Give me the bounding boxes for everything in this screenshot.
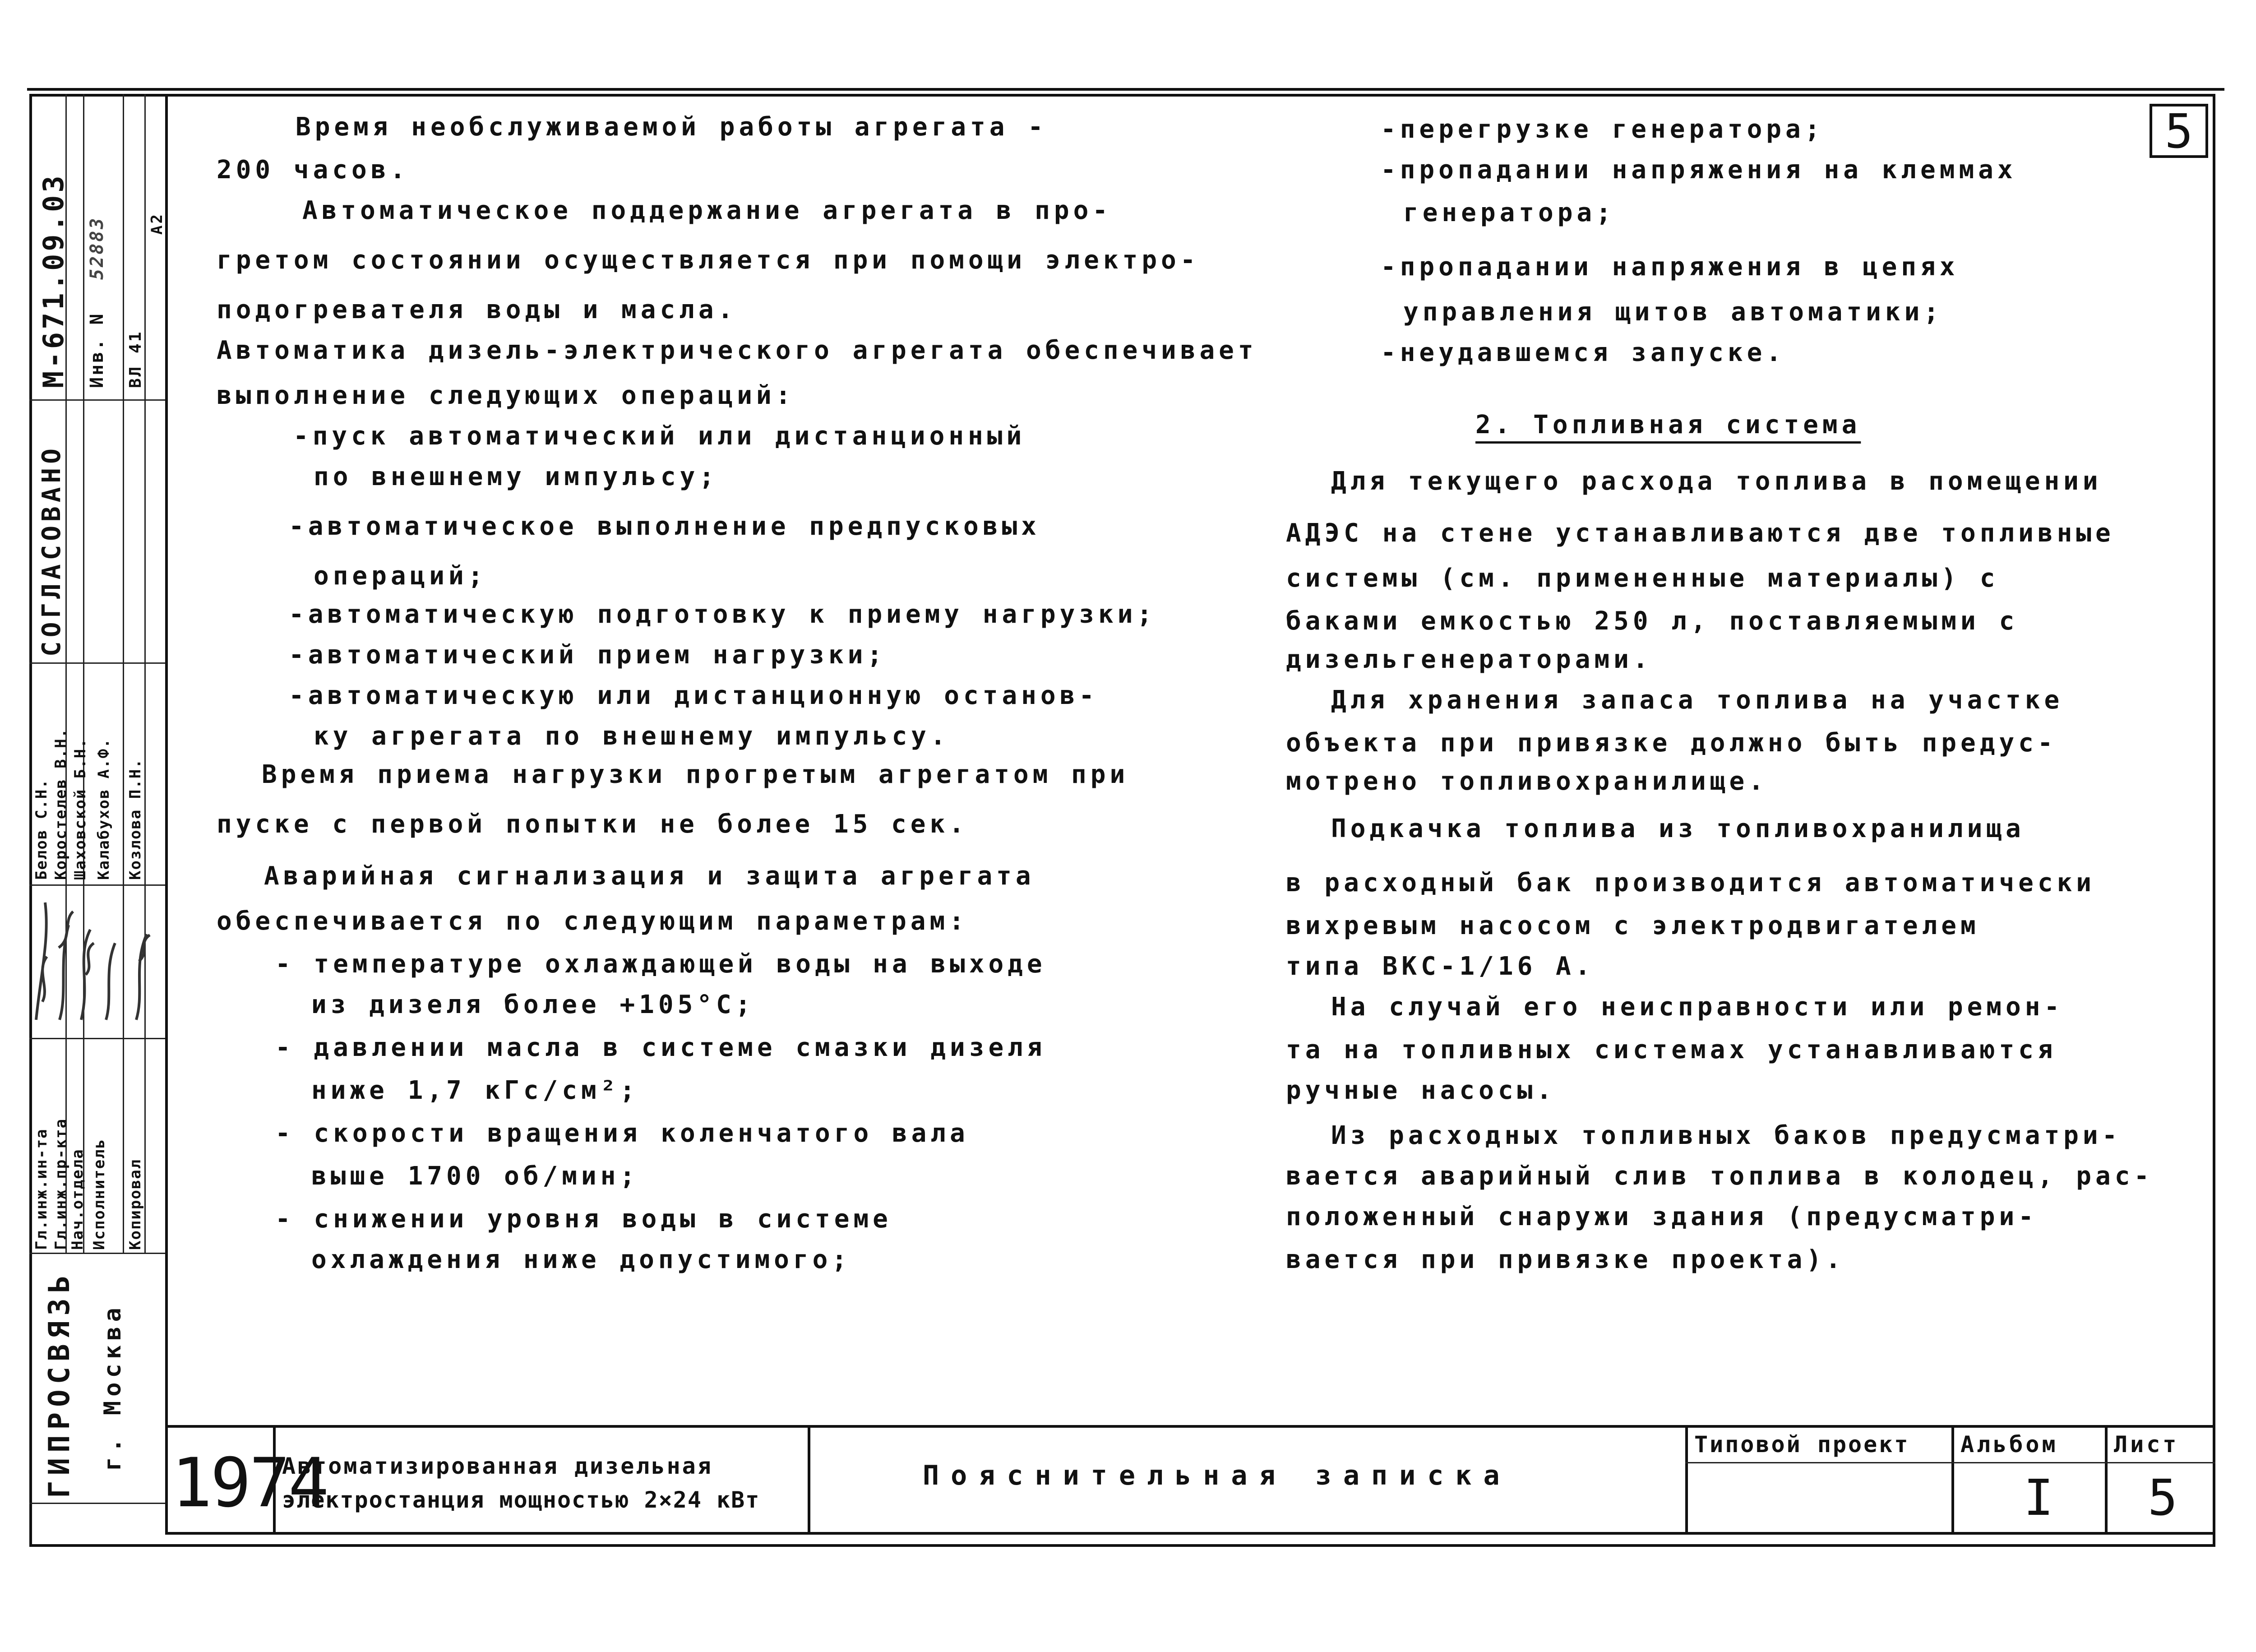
signer-role: Копировал xyxy=(126,1158,144,1250)
organization-city: г. Москва xyxy=(99,1303,126,1471)
sidebar-col-divider-2 xyxy=(83,94,84,1254)
text-line: вается аварийный слив топлива в колодец, рас- xyxy=(1286,1161,2154,1191)
sheet-volume: ВЛ 41 xyxy=(126,330,145,388)
text-line: дизельгенераторами. xyxy=(1286,645,1652,674)
text-line: охлаждения ниже допустимого; xyxy=(311,1245,851,1274)
text-line: -автоматическое выполнение предпусковых xyxy=(289,512,1040,541)
text-line: - скорости вращения коленчатого вала xyxy=(275,1119,969,1148)
text-line: мотрено топливохранилище. xyxy=(1286,767,1768,796)
title-block-div-album xyxy=(1951,1425,1954,1535)
text-line: в расходный бак производится автоматически xyxy=(1286,868,2096,898)
sheet-label: Лист xyxy=(2114,1431,2179,1458)
section-heading: 2. Топливная система xyxy=(1475,410,1861,440)
sidebar-col-divider-4 xyxy=(144,94,146,1254)
text-line: Из расходных топливных баков предусматри- xyxy=(1331,1121,2122,1150)
signature-scribbles xyxy=(32,884,162,1038)
text-line: Автоматическое поддержание агрегата в про- xyxy=(302,196,1112,225)
text-line: обеспечивается по следующим параметрам: xyxy=(217,907,968,936)
signer-role: Нач.отдела xyxy=(69,1148,87,1250)
text-line: Автоматика дизель-электрического агрегата обеспечивает xyxy=(217,336,1257,365)
top-outer-line xyxy=(27,88,2224,91)
project-type-label: Типовой проект xyxy=(1694,1431,1910,1458)
inventory-number: 52883 xyxy=(87,216,107,280)
sidebar-row-line-6 xyxy=(29,1503,165,1504)
sidebar-row-line-1 xyxy=(29,399,165,401)
text-line: системы (см. примененные материалы) с xyxy=(1286,564,1999,593)
main-frame-bottom xyxy=(29,1544,2215,1547)
main-frame-top xyxy=(29,94,2215,97)
sidebar-row-line-4 xyxy=(29,1038,165,1039)
content-frame-left xyxy=(165,94,168,1533)
document-title: Пояснительная записка xyxy=(923,1460,1512,1491)
title-block-div-sheet xyxy=(2105,1425,2108,1535)
agreed-label: СОГЛАСОВАНО xyxy=(37,444,66,657)
sidebar-row-line-5 xyxy=(29,1253,165,1254)
sheet-number-badge: 5 xyxy=(2150,104,2208,158)
text-line: АДЭС на стене устанавливаются две топливные xyxy=(1286,518,2115,548)
text-line: типа ВКС-1/16 А. xyxy=(1286,952,1595,981)
text-line: -пуск автоматический или дистанционный xyxy=(293,421,1026,451)
text-line: управления щитов автоматики; xyxy=(1403,297,1943,327)
signer-name: Шаховской Б.Н. xyxy=(71,738,89,880)
text-line: Аварийная сигнализация и защита агрегата xyxy=(264,861,1035,891)
text-line: ку агрегата по внешнему импульсу. xyxy=(314,722,950,751)
text-line: - давлении масла в системе смазки дизеля xyxy=(275,1033,1046,1062)
project-year: 1974 xyxy=(171,1444,328,1522)
signer-name: Коростелев В.Н. xyxy=(52,727,70,880)
title-block-top xyxy=(165,1425,2215,1428)
album-label: Альбом xyxy=(1960,1431,2058,1458)
title-block-subline xyxy=(1685,1462,2215,1463)
text-line: -автоматическую или дистанционную останов- xyxy=(289,681,1099,710)
format-a2: А2 xyxy=(148,213,166,235)
text-line: Время приема нагрузки прогретым агрегатом при xyxy=(262,760,1129,789)
text-line: вается при привязке проекта). xyxy=(1286,1245,1845,1274)
signer-role: Гл.инж.пр-кта xyxy=(52,1118,70,1250)
text-line: гретом состоянии осуществляется при помощи электро- xyxy=(217,245,1200,275)
text-line: ручные насосы. xyxy=(1286,1076,1556,1105)
text-line: генератора; xyxy=(1403,198,1615,227)
sidebar-row-line-2 xyxy=(29,662,165,664)
text-line: по внешнему импульсу; xyxy=(314,462,719,491)
inventory-label: Инв. N xyxy=(87,312,107,388)
signer-role: Исполнитель xyxy=(90,1138,108,1250)
text-line: - снижении уровня воды в системе xyxy=(275,1204,892,1234)
text-line: пуске с первой попытки не более 15 сек. xyxy=(217,810,968,839)
text-line: Подкачка топлива из топливохранилища xyxy=(1331,814,2025,843)
text-line: из дизеля более +105°С; xyxy=(311,990,755,1019)
text-line: Для хранения запаса топлива на участке xyxy=(1331,685,2064,715)
object-name-line2: электростанция мощностью 2×24 кВт xyxy=(282,1487,760,1513)
sheet-value: 5 xyxy=(2148,1469,2178,1527)
text-line: операций; xyxy=(314,561,487,591)
text-line: выполнение следующих операций: xyxy=(217,381,795,410)
text-line: На случай его неисправности или ремон- xyxy=(1331,992,2064,1022)
text-line: Для текущего расхода топлива в помещении xyxy=(1331,467,2102,496)
text-line: Время необслуживаемой работы агрегата - xyxy=(296,112,1047,142)
title-block-div-object xyxy=(808,1425,810,1535)
signer-name: Козлова П.Н. xyxy=(126,758,144,880)
signer-name: Калабухов А.Ф. xyxy=(95,738,113,880)
object-name-line1: Автоматизированная дизельная xyxy=(282,1453,713,1479)
text-line: выше 1700 об/мин; xyxy=(311,1161,639,1191)
signer-name: Белов С.Н. xyxy=(32,778,51,880)
text-line: -неудавшемся запуске. xyxy=(1381,338,1786,367)
organization-name: ГИПРОСВЯЗЬ xyxy=(43,1270,76,1498)
text-line: вихревым насосом с электродвигателем xyxy=(1286,911,1980,940)
text-line: -пропадании напряжения в цепях xyxy=(1381,252,1959,282)
text-line: подогревателя воды и масла. xyxy=(217,295,737,324)
text-line: -автоматическую подготовку к приему нагрузки; xyxy=(289,600,1156,629)
text-line: ниже 1,7 кГс/см²; xyxy=(311,1076,639,1105)
sidebar-col-divider-3 xyxy=(123,94,124,1254)
signer-role: Гл.инж.ин-та xyxy=(32,1128,51,1250)
text-line: -автоматический прием нагрузки; xyxy=(289,640,887,670)
text-line: та на топливных системах устанавливаются xyxy=(1286,1035,2057,1064)
text-line: баками емкостью 250 л, поставляемыми с xyxy=(1286,606,2019,636)
title-block-bottom xyxy=(165,1532,2215,1535)
text-line: -перегрузке генератора; xyxy=(1381,115,1824,144)
title-block-div-title xyxy=(1685,1425,1688,1535)
text-line: - температуре охлаждающей воды на выходе xyxy=(275,949,1046,979)
main-frame-left xyxy=(29,94,32,1547)
text-line: объекта при привязке должно быть предус- xyxy=(1286,728,2057,758)
doc-code: М-671.09.03 xyxy=(37,173,70,388)
text-line: положенный снаружи здания (предусматри- xyxy=(1286,1202,2038,1231)
text-line: -пропадании напряжения на клеммах xyxy=(1381,155,2017,185)
text-line: 200 часов. xyxy=(217,155,410,185)
album-value: I xyxy=(2024,1469,2054,1527)
main-frame-right xyxy=(2213,94,2215,1547)
